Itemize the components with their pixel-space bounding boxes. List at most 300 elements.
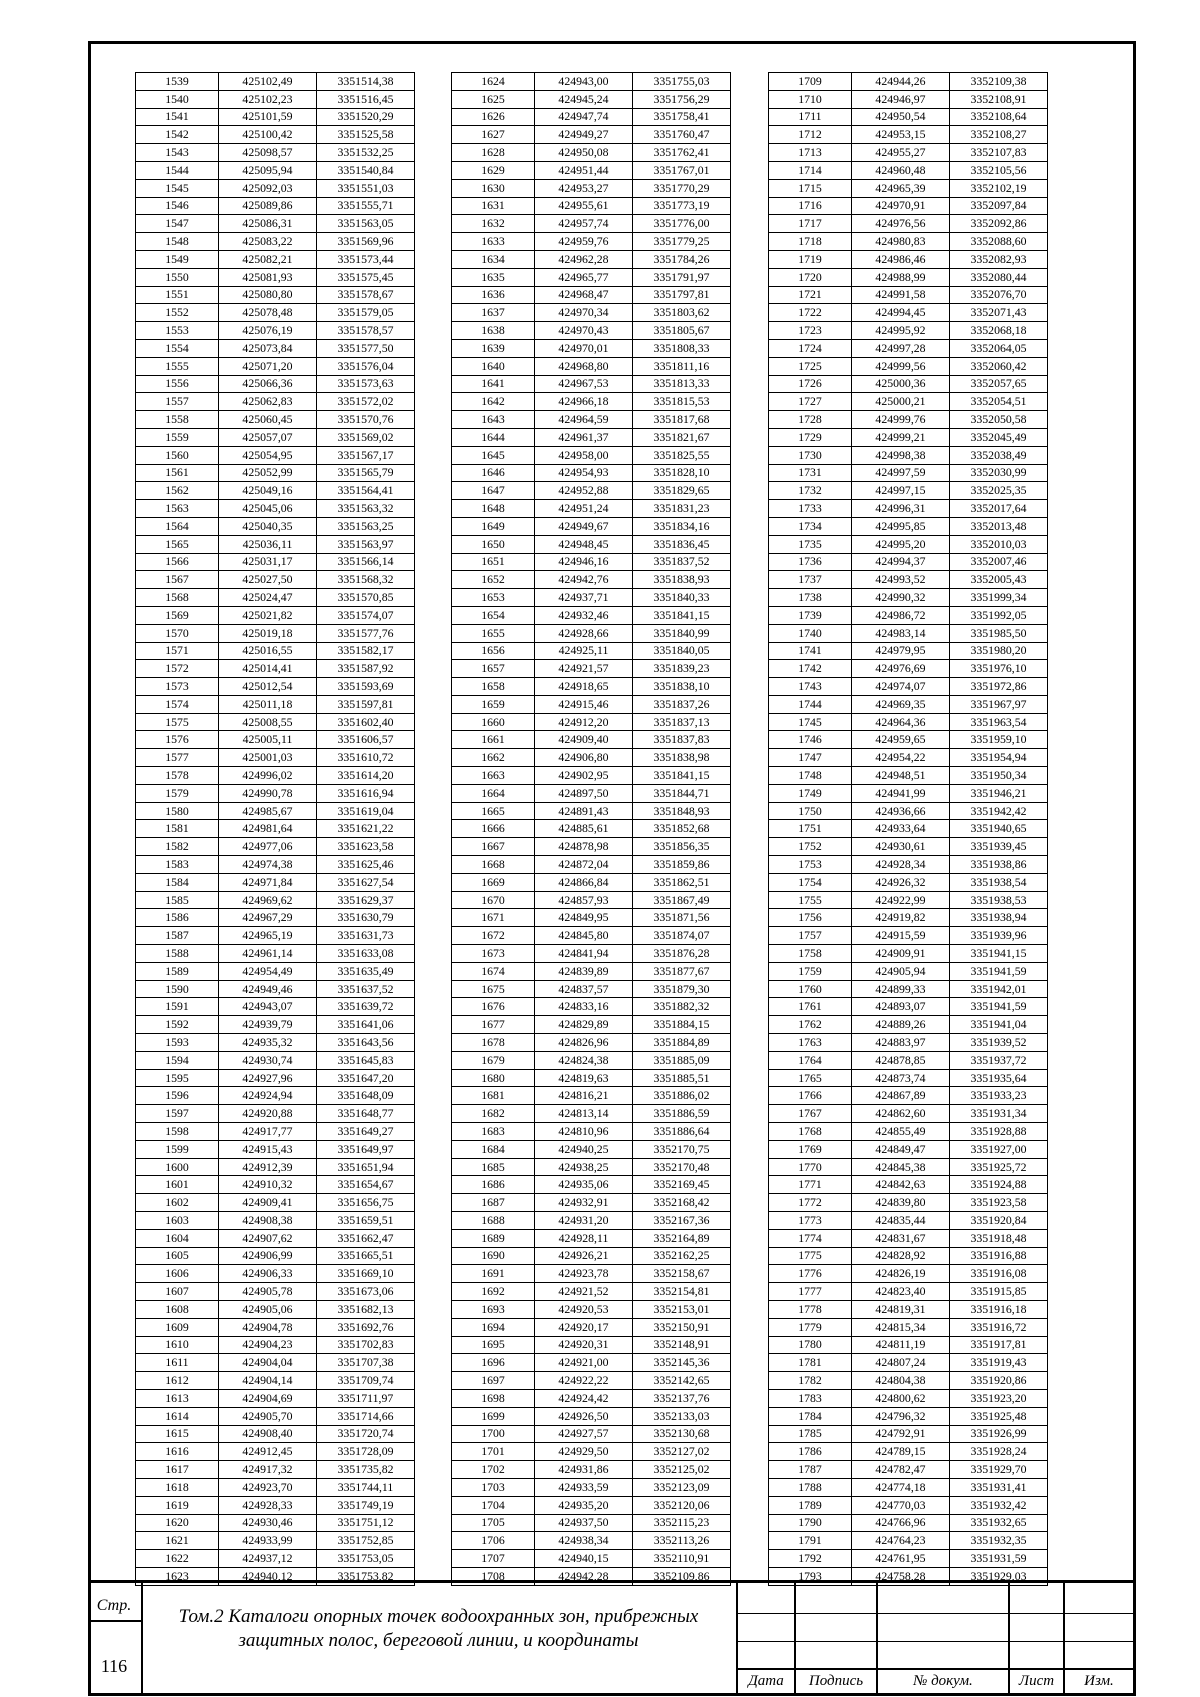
point-number: 1557	[136, 393, 219, 411]
x-coordinate: 424933,99	[219, 1532, 317, 1550]
table-row	[769, 126, 1048, 144]
y-coordinate: 3351791,97	[633, 268, 731, 286]
table-row	[136, 1532, 415, 1550]
x-coordinate: 425054,95	[219, 446, 317, 464]
x-coordinate: 424831,67	[852, 1229, 950, 1247]
table-row	[769, 357, 1048, 375]
table-row	[769, 411, 1048, 429]
x-coordinate: 424964,36	[852, 713, 950, 731]
point-number: 1742	[769, 660, 852, 678]
point-number: 1549	[136, 250, 219, 268]
page-number: 116	[100, 1656, 128, 1676]
y-coordinate: 3351837,26	[633, 695, 731, 713]
x-coordinate: 424912,39	[219, 1158, 317, 1176]
y-coordinate: 3351648,77	[317, 1105, 415, 1123]
table-row	[136, 624, 415, 642]
table-row	[769, 1461, 1048, 1479]
x-coordinate: 424965,77	[535, 268, 633, 286]
point-number: 1707	[452, 1550, 535, 1568]
point-number: 1665	[452, 802, 535, 820]
y-coordinate: 3351569,96	[317, 233, 415, 251]
x-coordinate: 424810,96	[535, 1123, 633, 1141]
x-coordinate: 424949,27	[535, 126, 633, 144]
x-coordinate: 424929,50	[535, 1443, 633, 1461]
header-signature: Подпись	[808, 1673, 864, 1689]
point-number: 1615	[136, 1425, 219, 1443]
point-number: 1750	[769, 802, 852, 820]
point-number: 1784	[769, 1407, 852, 1425]
point-number: 1724	[769, 339, 852, 357]
table-row	[769, 1550, 1048, 1568]
x-coordinate: 424985,67	[219, 802, 317, 820]
x-coordinate: 424950,54	[852, 108, 950, 126]
table-row	[452, 891, 731, 909]
point-number: 1789	[769, 1496, 852, 1514]
table-row	[452, 1336, 731, 1354]
point-number: 1578	[136, 767, 219, 785]
table-row	[769, 820, 1048, 838]
y-coordinate: 3352082,93	[950, 250, 1048, 268]
point-number: 1691	[452, 1265, 535, 1283]
point-number: 1676	[452, 998, 535, 1016]
y-coordinate: 3351720,74	[317, 1425, 415, 1443]
x-coordinate: 424918,65	[535, 678, 633, 696]
point-number: 1743	[769, 678, 852, 696]
table-row	[452, 161, 731, 179]
point-number: 1791	[769, 1532, 852, 1550]
y-coordinate: 3352145,36	[633, 1354, 731, 1372]
point-number: 1792	[769, 1550, 852, 1568]
table-row	[769, 73, 1048, 91]
table-row	[452, 411, 731, 429]
point-number: 1544	[136, 161, 219, 179]
x-coordinate: 424823,40	[852, 1283, 950, 1301]
table-row	[136, 731, 415, 749]
table-row	[136, 1372, 415, 1390]
y-coordinate: 3351784,26	[633, 250, 731, 268]
y-coordinate: 3351840,99	[633, 624, 731, 642]
x-coordinate: 424965,19	[219, 927, 317, 945]
y-coordinate: 3351749,19	[317, 1496, 415, 1514]
y-coordinate: 3351587,92	[317, 660, 415, 678]
y-coordinate: 3352054,51	[950, 393, 1048, 411]
y-coordinate: 3352025,35	[950, 482, 1048, 500]
point-number: 1768	[769, 1123, 852, 1141]
table-row	[136, 1318, 415, 1336]
table-row	[769, 1425, 1048, 1443]
point-number: 1661	[452, 731, 535, 749]
x-coordinate: 425012,54	[219, 678, 317, 696]
x-coordinate: 424921,00	[535, 1354, 633, 1372]
y-coordinate: 3352130,68	[633, 1425, 731, 1443]
point-number: 1781	[769, 1354, 852, 1372]
table-row	[452, 695, 731, 713]
y-coordinate: 3351633,08	[317, 945, 415, 963]
table-row	[136, 322, 415, 340]
y-coordinate: 3351916,18	[950, 1300, 1048, 1318]
table-row	[452, 1354, 731, 1372]
x-coordinate: 424950,08	[535, 144, 633, 162]
x-coordinate: 424839,80	[852, 1194, 950, 1212]
point-number: 1686	[452, 1176, 535, 1194]
table-row	[769, 873, 1048, 891]
y-coordinate: 3351940,65	[950, 820, 1048, 838]
y-coordinate: 3351938,54	[950, 873, 1048, 891]
x-coordinate: 424995,85	[852, 517, 950, 535]
point-number: 1771	[769, 1176, 852, 1194]
table-row	[452, 286, 731, 304]
x-coordinate: 424922,22	[535, 1372, 633, 1390]
header-doc-no: № докум.	[913, 1673, 973, 1689]
point-number: 1607	[136, 1283, 219, 1301]
x-coordinate: 424957,74	[535, 215, 633, 233]
y-coordinate: 3351841,15	[633, 606, 731, 624]
y-coordinate: 3352115,23	[633, 1514, 731, 1532]
point-number: 1683	[452, 1123, 535, 1141]
y-coordinate: 3351917,81	[950, 1336, 1048, 1354]
table-row	[769, 1372, 1048, 1390]
table-row	[136, 1069, 415, 1087]
x-coordinate: 424927,96	[219, 1069, 317, 1087]
point-number: 1560	[136, 446, 219, 464]
x-coordinate: 424902,95	[535, 767, 633, 785]
y-coordinate: 3351840,33	[633, 589, 731, 607]
table-row	[136, 126, 415, 144]
x-coordinate: 424878,85	[852, 1051, 950, 1069]
y-coordinate: 3351815,53	[633, 393, 731, 411]
y-coordinate: 3351610,72	[317, 749, 415, 767]
x-coordinate: 424912,20	[535, 713, 633, 731]
table-row	[136, 606, 415, 624]
y-coordinate: 3351651,94	[317, 1158, 415, 1176]
point-number: 1660	[452, 713, 535, 731]
y-coordinate: 3352076,70	[950, 286, 1048, 304]
point-number: 1620	[136, 1514, 219, 1532]
y-coordinate: 3351752,85	[317, 1532, 415, 1550]
y-coordinate: 3352164,89	[633, 1229, 731, 1247]
x-coordinate: 424897,50	[535, 784, 633, 802]
y-coordinate: 3351525,58	[317, 126, 415, 144]
x-coordinate: 424940,25	[535, 1140, 633, 1158]
table-row	[136, 375, 415, 393]
table-row	[769, 1443, 1048, 1461]
table-row	[136, 838, 415, 856]
point-number: 1571	[136, 642, 219, 660]
x-coordinate: 424933,64	[852, 820, 950, 838]
point-number: 1608	[136, 1300, 219, 1318]
y-coordinate: 3352168,42	[633, 1194, 731, 1212]
y-coordinate: 3351665,51	[317, 1247, 415, 1265]
x-coordinate: 424986,46	[852, 250, 950, 268]
y-coordinate: 3351563,25	[317, 517, 415, 535]
table-row	[136, 1212, 415, 1230]
x-coordinate: 424866,84	[535, 873, 633, 891]
point-number: 1703	[452, 1478, 535, 1496]
y-coordinate: 3351923,58	[950, 1194, 1048, 1212]
point-number: 1631	[452, 197, 535, 215]
y-coordinate: 3352150,91	[633, 1318, 731, 1336]
x-coordinate: 424999,56	[852, 357, 950, 375]
x-coordinate: 424792,91	[852, 1425, 950, 1443]
y-coordinate: 3351621,22	[317, 820, 415, 838]
table-row	[769, 1087, 1048, 1105]
y-coordinate: 3351735,82	[317, 1461, 415, 1479]
x-coordinate: 424906,99	[219, 1247, 317, 1265]
y-coordinate: 3351779,25	[633, 233, 731, 251]
y-coordinate: 3351828,10	[633, 464, 731, 482]
table-row	[452, 304, 731, 322]
point-number: 1699	[452, 1407, 535, 1425]
y-coordinate: 3351954,94	[950, 749, 1048, 767]
table-row	[452, 642, 731, 660]
table-row	[136, 891, 415, 909]
y-coordinate: 3352050,58	[950, 411, 1048, 429]
point-number: 1595	[136, 1069, 219, 1087]
y-coordinate: 3351635,49	[317, 962, 415, 980]
table-row	[452, 571, 731, 589]
point-number: 1552	[136, 304, 219, 322]
point-number: 1677	[452, 1016, 535, 1034]
x-coordinate: 424909,40	[535, 731, 633, 749]
point-number: 1541	[136, 108, 219, 126]
point-number: 1583	[136, 856, 219, 874]
table-row	[136, 713, 415, 731]
y-coordinate: 3351711,97	[317, 1389, 415, 1407]
point-number: 1678	[452, 1034, 535, 1052]
x-coordinate: 424922,99	[852, 891, 950, 909]
point-number: 1662	[452, 749, 535, 767]
y-coordinate: 3351614,20	[317, 767, 415, 785]
y-coordinate: 3351876,28	[633, 945, 731, 963]
point-number: 1694	[452, 1318, 535, 1336]
x-coordinate: 424994,37	[852, 553, 950, 571]
table-row	[452, 749, 731, 767]
y-coordinate: 3351932,65	[950, 1514, 1048, 1532]
table-row	[452, 1016, 731, 1034]
x-coordinate: 424970,91	[852, 197, 950, 215]
coordinate-table-1	[135, 72, 415, 1586]
x-coordinate: 425045,06	[219, 500, 317, 518]
table-row	[769, 1016, 1048, 1034]
x-coordinate: 424948,51	[852, 767, 950, 785]
y-coordinate: 3351939,96	[950, 927, 1048, 945]
y-coordinate: 3351834,16	[633, 517, 731, 535]
y-coordinate: 3351877,67	[633, 962, 731, 980]
y-coordinate: 3351639,72	[317, 998, 415, 1016]
y-coordinate: 3351935,64	[950, 1069, 1048, 1087]
y-coordinate: 3351803,62	[633, 304, 731, 322]
point-number: 1764	[769, 1051, 852, 1069]
sheet-title-line-2: защитных полос, береговой линии, и координаты	[238, 1630, 639, 1651]
x-coordinate: 425031,17	[219, 553, 317, 571]
point-number: 1653	[452, 589, 535, 607]
x-coordinate: 424953,15	[852, 126, 950, 144]
table-row	[769, 945, 1048, 963]
table-row	[769, 1407, 1048, 1425]
point-number: 1687	[452, 1194, 535, 1212]
table-row	[769, 268, 1048, 286]
point-number: 1663	[452, 767, 535, 785]
y-coordinate: 3352038,49	[950, 446, 1048, 464]
x-coordinate: 424999,21	[852, 428, 950, 446]
x-coordinate: 424766,96	[852, 1514, 950, 1532]
table-row	[769, 1069, 1048, 1087]
x-coordinate: 424912,45	[219, 1443, 317, 1461]
point-number: 1751	[769, 820, 852, 838]
y-coordinate: 3352080,44	[950, 268, 1048, 286]
table-row	[769, 589, 1048, 607]
x-coordinate: 424943,00	[535, 73, 633, 91]
point-number: 1714	[769, 161, 852, 179]
y-coordinate: 3352142,65	[633, 1372, 731, 1390]
point-number: 1693	[452, 1300, 535, 1318]
x-coordinate: 424942,76	[535, 571, 633, 589]
y-coordinate: 3351673,06	[317, 1283, 415, 1301]
x-coordinate: 424966,18	[535, 393, 633, 411]
point-number: 1556	[136, 375, 219, 393]
y-coordinate: 3351923,20	[950, 1389, 1048, 1407]
point-number: 1777	[769, 1283, 852, 1301]
y-coordinate: 3351744,11	[317, 1478, 415, 1496]
point-number: 1602	[136, 1194, 219, 1212]
table-row	[452, 731, 731, 749]
point-number: 1772	[769, 1194, 852, 1212]
point-number: 1614	[136, 1407, 219, 1425]
x-coordinate: 425098,57	[219, 144, 317, 162]
table-row	[769, 304, 1048, 322]
table-row	[769, 660, 1048, 678]
x-coordinate: 424761,95	[852, 1550, 950, 1568]
point-number: 1582	[136, 838, 219, 856]
point-number: 1729	[769, 428, 852, 446]
y-coordinate: 3351625,46	[317, 856, 415, 874]
point-number: 1752	[769, 838, 852, 856]
point-number: 1670	[452, 891, 535, 909]
table-row	[452, 375, 731, 393]
point-number: 1669	[452, 873, 535, 891]
table-row	[452, 357, 731, 375]
y-coordinate: 3351884,15	[633, 1016, 731, 1034]
table-row	[136, 304, 415, 322]
y-coordinate: 3351514,38	[317, 73, 415, 91]
point-number: 1718	[769, 233, 852, 251]
y-coordinate: 3352045,49	[950, 428, 1048, 446]
x-coordinate: 424804,38	[852, 1372, 950, 1390]
x-coordinate: 424958,00	[535, 446, 633, 464]
y-coordinate: 3352071,43	[950, 304, 1048, 322]
table-row	[452, 446, 731, 464]
y-coordinate: 3351551,03	[317, 179, 415, 197]
table-row	[769, 1051, 1048, 1069]
point-number: 1666	[452, 820, 535, 838]
y-coordinate: 3351992,05	[950, 606, 1048, 624]
x-coordinate: 424949,46	[219, 980, 317, 998]
x-coordinate: 425014,41	[219, 660, 317, 678]
point-number: 1606	[136, 1265, 219, 1283]
x-coordinate: 424961,14	[219, 945, 317, 963]
x-coordinate: 425076,19	[219, 322, 317, 340]
table-row	[136, 1336, 415, 1354]
point-number: 1715	[769, 179, 852, 197]
point-number: 1726	[769, 375, 852, 393]
point-number: 1759	[769, 962, 852, 980]
y-coordinate: 3351862,51	[633, 873, 731, 891]
x-coordinate: 424905,78	[219, 1283, 317, 1301]
table-row	[769, 1229, 1048, 1247]
table-row	[452, 197, 731, 215]
table-row	[452, 909, 731, 927]
table-row	[452, 1407, 731, 1425]
header-date: Дата	[748, 1673, 784, 1689]
table-row	[769, 713, 1048, 731]
y-coordinate: 3351946,21	[950, 784, 1048, 802]
table-row	[769, 233, 1048, 251]
y-coordinate: 3352005,43	[950, 571, 1048, 589]
table-row	[769, 1532, 1048, 1550]
y-coordinate: 3351645,83	[317, 1051, 415, 1069]
table-row	[452, 856, 731, 874]
y-coordinate: 3351573,63	[317, 375, 415, 393]
x-coordinate: 424930,46	[219, 1514, 317, 1532]
table-row	[136, 215, 415, 233]
table-row	[452, 589, 731, 607]
y-coordinate: 3351939,45	[950, 838, 1048, 856]
y-coordinate: 3351829,65	[633, 482, 731, 500]
x-coordinate: 424909,91	[852, 945, 950, 963]
table-row	[136, 998, 415, 1016]
table-row	[769, 1247, 1048, 1265]
x-coordinate: 424904,69	[219, 1389, 317, 1407]
x-coordinate: 424917,77	[219, 1123, 317, 1141]
table-row	[136, 1425, 415, 1443]
x-coordinate: 424960,48	[852, 161, 950, 179]
point-number: 1659	[452, 695, 535, 713]
x-coordinate: 424938,25	[535, 1158, 633, 1176]
table-row	[136, 642, 415, 660]
x-coordinate: 424815,34	[852, 1318, 950, 1336]
table-row	[769, 339, 1048, 357]
y-coordinate: 3352010,03	[950, 535, 1048, 553]
x-coordinate: 424835,44	[852, 1212, 950, 1230]
table-row	[769, 678, 1048, 696]
point-number: 1555	[136, 357, 219, 375]
header-sheet: Лист	[1018, 1673, 1055, 1689]
x-coordinate: 424971,84	[219, 873, 317, 891]
y-coordinate: 3351821,67	[633, 428, 731, 446]
table-row	[452, 1425, 731, 1443]
point-number: 1756	[769, 909, 852, 927]
x-coordinate: 424938,34	[535, 1532, 633, 1550]
point-number: 1674	[452, 962, 535, 980]
x-coordinate: 424819,63	[535, 1069, 633, 1087]
x-coordinate: 424925,11	[535, 642, 633, 660]
table-row	[769, 1318, 1048, 1336]
y-coordinate: 3351839,23	[633, 660, 731, 678]
point-number: 1577	[136, 749, 219, 767]
table-row	[452, 873, 731, 891]
table-row	[136, 535, 415, 553]
point-number: 1605	[136, 1247, 219, 1265]
x-coordinate: 425062,83	[219, 393, 317, 411]
y-coordinate: 3351570,76	[317, 411, 415, 429]
y-coordinate: 3351643,56	[317, 1034, 415, 1052]
point-number: 1716	[769, 197, 852, 215]
point-number: 1779	[769, 1318, 852, 1336]
table-row	[452, 108, 731, 126]
point-number: 1628	[452, 144, 535, 162]
x-coordinate: 424976,56	[852, 215, 950, 233]
table-row	[452, 1389, 731, 1407]
